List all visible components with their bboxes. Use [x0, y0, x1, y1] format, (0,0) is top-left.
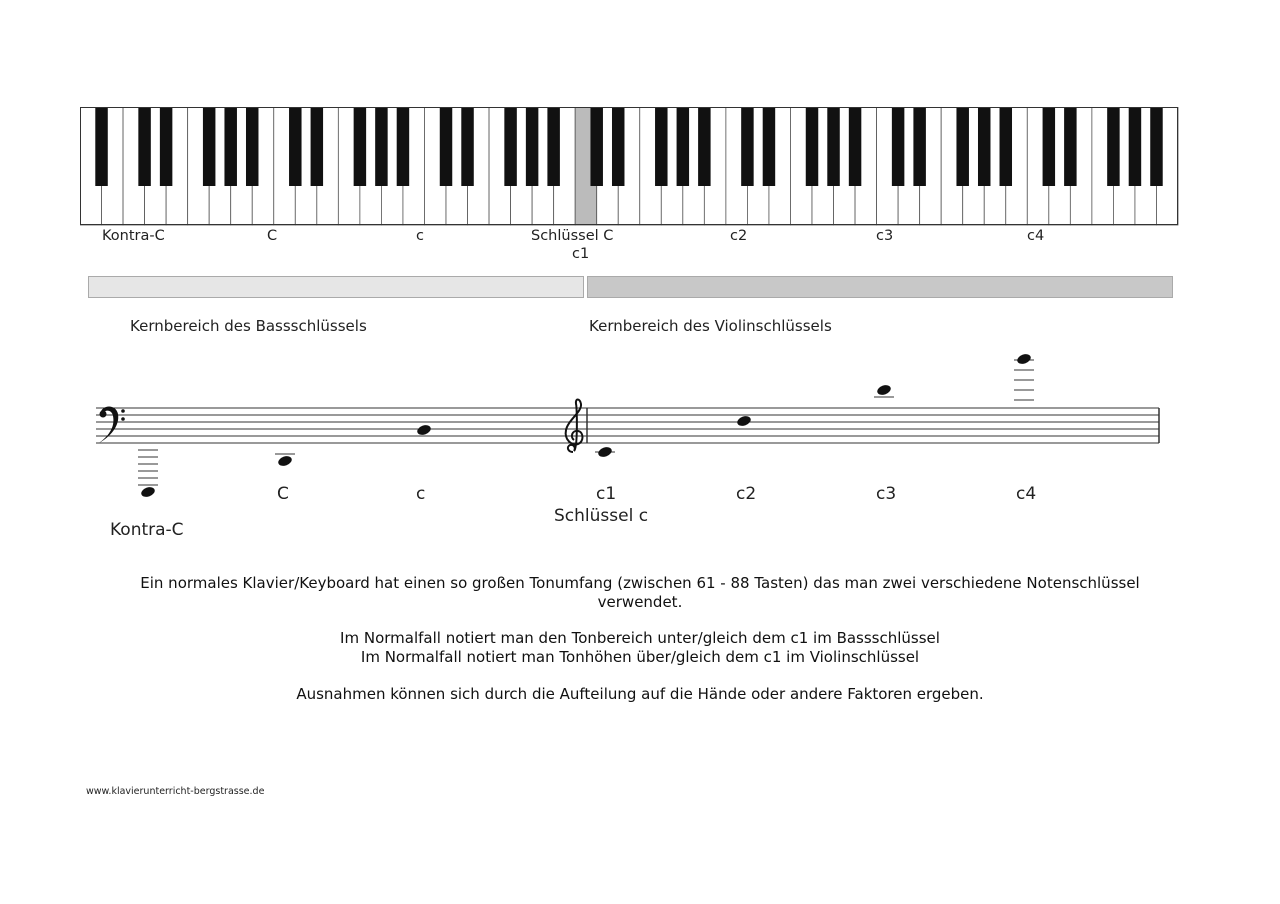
black-key — [827, 107, 839, 186]
black-key — [1064, 107, 1076, 186]
black-key — [461, 107, 473, 186]
black-key — [224, 107, 236, 186]
black-key — [95, 107, 107, 186]
black-key — [1107, 107, 1119, 186]
explanation-line-1: Ein normales Klavier/Keyboard hat einen so großen Tonumfang (zwischen 61 - 88 Tasten) das man zwei verschiedene Notenschlüssel verwendet. — [140, 574, 1140, 611]
black-key — [311, 107, 323, 186]
key-label-c4: c4 — [1027, 228, 1045, 244]
key-label-c3: c3 — [876, 228, 894, 244]
black-key — [612, 107, 624, 186]
key-label-c2: c2 — [730, 228, 748, 244]
black-key — [246, 107, 258, 186]
note-label-kontra-c: Kontra-C — [110, 520, 184, 540]
black-key — [397, 107, 409, 186]
note-label-c2: c2 — [736, 484, 757, 504]
black-key — [655, 107, 667, 186]
treble-range-label: Kernbereich des Violinschlüssels — [589, 317, 832, 335]
black-key — [763, 107, 775, 186]
treble-clef-icon — [566, 400, 583, 453]
note-label-c3: c3 — [876, 484, 897, 504]
note-c2 — [736, 414, 752, 427]
note-c3 — [874, 383, 894, 397]
black-key — [1150, 107, 1162, 186]
key-label-schluessel-c: Schlüssel C — [531, 228, 614, 244]
black-key — [677, 107, 689, 186]
black-key — [892, 107, 904, 186]
note-small-c — [416, 423, 432, 436]
note-label-great-c: C — [277, 484, 289, 504]
note-label-schluessel-c: Schlüssel c — [554, 506, 649, 526]
black-key — [1129, 107, 1141, 186]
note-kontra-c — [138, 450, 158, 499]
black-key — [741, 107, 753, 186]
explanation-line-3: Im Normalfall notiert man Tonhöhen über/gleich dem c1 im Violinschlüssel — [360, 648, 920, 666]
key-label-small-c: c — [416, 228, 424, 244]
key-label-great-c: C — [267, 228, 278, 244]
note-label-c4: c4 — [1016, 484, 1037, 504]
black-key — [526, 107, 538, 186]
explanation-line-2: Im Normalfall notiert man den Tonbereich unter/gleich dem c1 im Bassschlüssel — [340, 629, 940, 647]
key-label-c1: c1 — [572, 246, 590, 262]
black-key — [289, 107, 301, 186]
black-key — [440, 107, 452, 186]
black-key — [849, 107, 861, 186]
black-key — [1000, 107, 1012, 186]
black-key — [354, 107, 366, 186]
footer-url: www.klavierunterricht-bergstrasse.de — [86, 786, 265, 797]
black-key — [913, 107, 925, 186]
explanation-line-4: Ausnahmen können sich durch die Aufteilung auf die Hände oder andere Faktoren ergeben. — [296, 685, 984, 703]
black-key — [590, 107, 602, 186]
black-key — [978, 107, 990, 186]
black-key — [806, 107, 818, 186]
black-key — [956, 107, 968, 186]
black-key — [547, 107, 559, 186]
note-label-small-c: c — [416, 484, 426, 504]
black-key — [138, 107, 150, 186]
black-key — [1043, 107, 1055, 186]
note-c4 — [1014, 352, 1034, 400]
bass-range-label: Kernbereich des Bassschlüssels — [130, 317, 367, 335]
treble-range-bar — [587, 276, 1173, 298]
black-key — [375, 107, 387, 186]
bass-range-bar — [88, 276, 584, 298]
note-label-c1: c1 — [596, 484, 617, 504]
note-c1 — [595, 445, 615, 458]
bass-clef-icon — [99, 407, 125, 444]
black-key — [160, 107, 172, 186]
black-key — [698, 107, 710, 186]
note-great-c — [275, 454, 295, 468]
black-key — [203, 107, 215, 186]
black-key — [504, 107, 516, 186]
music-staff — [90, 340, 1170, 510]
key-label-kontra-c: Kontra-C — [102, 228, 165, 244]
piano-keyboard — [80, 107, 1180, 227]
